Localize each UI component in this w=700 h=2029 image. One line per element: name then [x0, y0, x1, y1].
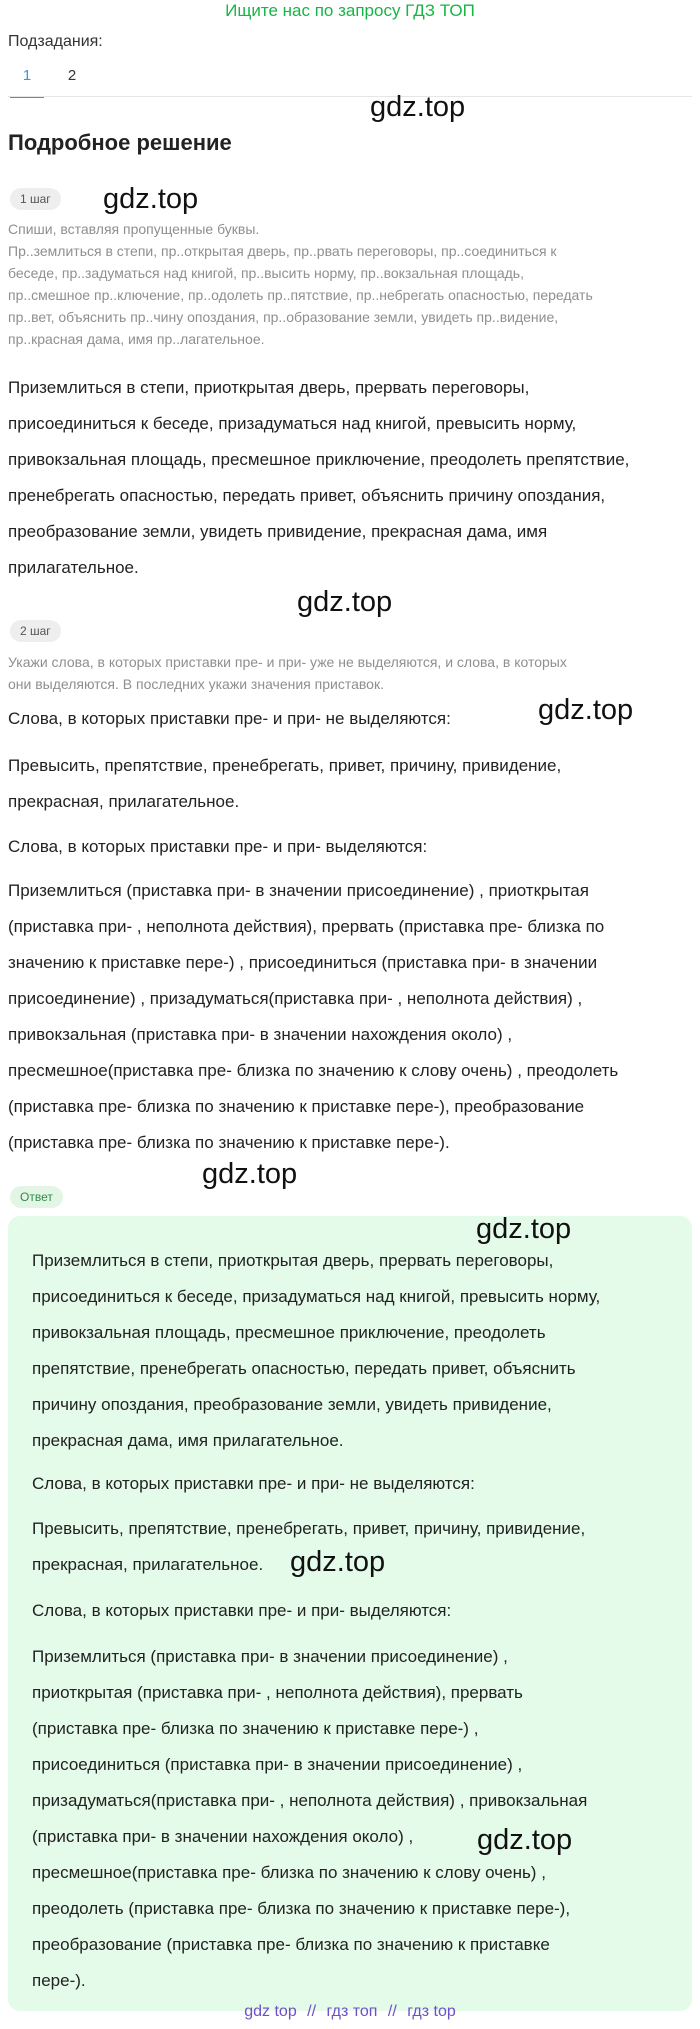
bottom-link-separator: //: [307, 2003, 317, 2020]
answer-line: (приставка пре- близка по значению к приставке пере-) ,: [32, 1719, 479, 1738]
answer-line: (приставка при- в значении нахождения около) ,: [32, 1827, 414, 1846]
watermark: gdz.top: [297, 586, 393, 618]
solution-line: преобразование земли, увидеть привидение, прекрасная дама, имя: [8, 522, 548, 541]
solution-line: (приставка при- , неполнота действия), прервать (приставка пре- близка по: [8, 917, 605, 936]
solution-line: привокзальная площадь, пресмешное приключение, преодолеть препятствие,: [8, 450, 630, 469]
answer-line: преодолеть (приставка пре- близка по значению к приставке пере-),: [32, 1899, 571, 1918]
solution-line: прекрасная, прилагательное.: [8, 792, 240, 811]
task-line: Спиши, вставляя пропущенные буквы.: [8, 221, 260, 237]
subtasks-label: Подзадания:: [8, 33, 103, 50]
solution-line: присоединение) , призадуматься(приставка при- , неполнота действия) ,: [8, 989, 583, 1008]
answer-line: препятствие, пренебрегать опасностью, передать привет, объяснить: [32, 1359, 576, 1378]
selected-words: [8, 873, 692, 1161]
step-2-task: [8, 651, 688, 695]
watermark: gdz.top: [476, 1213, 572, 1245]
solution-line: Приземлиться в степи, приоткрытая дверь, прервать переговоры,: [8, 378, 530, 397]
task-line: Пр..землиться в степи, пр..открытая дверь, пр..рвать переговоры, пр..соединиться к: [8, 243, 557, 259]
bottom-link-separator: //: [387, 2003, 397, 2020]
answer-line: преобразование (приставка пре- близка по значению к приставке: [32, 1935, 550, 1954]
step-2-badge: 2 шаг: [10, 620, 61, 642]
task-line: беседе, пр..задуматься над книгой, пр..высить норму, пр..вокзальная площадь,: [8, 265, 524, 281]
task-line: пр..вет, объяснить пр..чину опоздания, пр..образование земли, увидеть пр..видение,: [8, 309, 559, 325]
bottom-link-gdz-top-mixed[interactable]: гдз top: [407, 2003, 456, 2020]
solution-line: присоединиться к беседе, призадуматься над книгой, превысить норму,: [8, 414, 577, 433]
answer-line: присоединиться к беседе, призадуматься над книгой, превысить норму,: [32, 1287, 601, 1306]
answer-line: присоединиться (приставка при- в значении присоединение) ,: [32, 1755, 523, 1774]
answer-line: призадуматься(приставка при- , неполнота действия) , привокзальная: [32, 1791, 588, 1810]
watermark: gdz.top: [538, 694, 634, 726]
answer-line: привокзальная площадь, пресмешное приключение, преодолеть: [32, 1323, 546, 1342]
step-1-badge: 1 шаг: [10, 188, 61, 210]
answer-line: Превысить, препятствие, пренебрегать, привет, причину, привидение,: [32, 1519, 586, 1538]
not-selected-heading: Слова, в которых приставки пре- и при- не выделяются:: [8, 709, 451, 728]
solution-line: прилагательное.: [8, 558, 139, 577]
solution-line: пренебрегать опасностью, передать привет, объяснить причину опоздания,: [8, 486, 606, 505]
answer-not-selected-heading: Слова, в которых приставки пре- и при- не выделяются:: [32, 1474, 475, 1493]
selected-heading: Слова, в которых приставки пре- и при- выделяются:: [8, 837, 428, 856]
answer-selected-words: [32, 1639, 680, 1999]
step-1-solution: [8, 370, 692, 586]
watermark: gdz.top: [370, 91, 466, 123]
answer-line: прекрасная дама, имя прилагательное.: [32, 1431, 344, 1450]
answer-line: пере-).: [32, 1971, 86, 1990]
task-line: Укажи слова, в которых приставки пре- и при- уже не выделяются, и слова, в которых: [8, 654, 567, 670]
answer-line: прекрасная, прилагательное.: [32, 1555, 264, 1574]
solution-line: Приземлиться (приставка при- в значении присоединение) , приоткрытая: [8, 881, 589, 900]
answer-line: приоткрытая (приставка при- , неполнота действия), прервать: [32, 1683, 523, 1702]
answer-selected-heading: Слова, в которых приставки пре- и при- выделяются:: [32, 1601, 452, 1620]
not-selected-words: [8, 748, 692, 820]
bottom-links: [0, 2003, 700, 2021]
answer-line: пресмешное(приставка пре- близка по значению к слову очень) ,: [32, 1863, 546, 1882]
top-search-link[interactable]: Ищите нас по запросу ГДЗ ТОП: [225, 1, 475, 20]
step-1-task: [8, 218, 688, 350]
tabs-divider: [8, 96, 692, 97]
bottom-link-gdz-top-ru[interactable]: гдз топ: [326, 2003, 378, 2020]
watermark: gdz.top: [290, 1546, 386, 1578]
task-line: пр..красная дама, имя пр..лагательное.: [8, 331, 265, 347]
tab-subtask-1[interactable]: 1: [10, 67, 44, 98]
watermark: gdz.top: [477, 1824, 573, 1856]
section-title: Подробное решение: [8, 130, 232, 155]
solution-line: (приставка пре- близка по значению к приставке пере-), преобразование: [8, 1097, 585, 1116]
solution-line: (приставка пре- близка по значению к приставке пере-).: [8, 1133, 450, 1152]
tab-subtask-2[interactable]: 2: [67, 67, 77, 84]
solution-line: Превысить, препятствие, пренебрегать, привет, причину, привидение,: [8, 756, 562, 775]
watermark: gdz.top: [103, 183, 199, 215]
task-line: пр..смешное пр..ключение, пр..одолеть пр..пятствие, пр..небрегать опасностью, передать: [8, 287, 593, 303]
solution-line: значению к приставке пере-) , присоединиться (приставка при- в значении: [8, 953, 598, 972]
answer-text: [32, 1243, 680, 1459]
answer-line: Приземлиться (приставка при- в значении присоединение) ,: [32, 1647, 508, 1666]
bottom-link-gdz-top[interactable]: gdz top: [244, 2003, 297, 2020]
watermark: gdz.top: [202, 1158, 298, 1190]
solution-line: пресмешное(приставка пре- близка по значению к слову очень) , преодолеть: [8, 1061, 619, 1080]
solution-line: привокзальная (приставка при- в значении нахождения около) ,: [8, 1025, 513, 1044]
answer-line: Приземлиться в степи, приоткрытая дверь, прервать переговоры,: [32, 1251, 554, 1270]
answer-badge: Ответ: [10, 1186, 63, 1208]
answer-line: причину опоздания, преобразование земли, увидеть привидение,: [32, 1395, 552, 1414]
task-line: они выделяются. В последних укажи значения приставок.: [8, 676, 384, 692]
